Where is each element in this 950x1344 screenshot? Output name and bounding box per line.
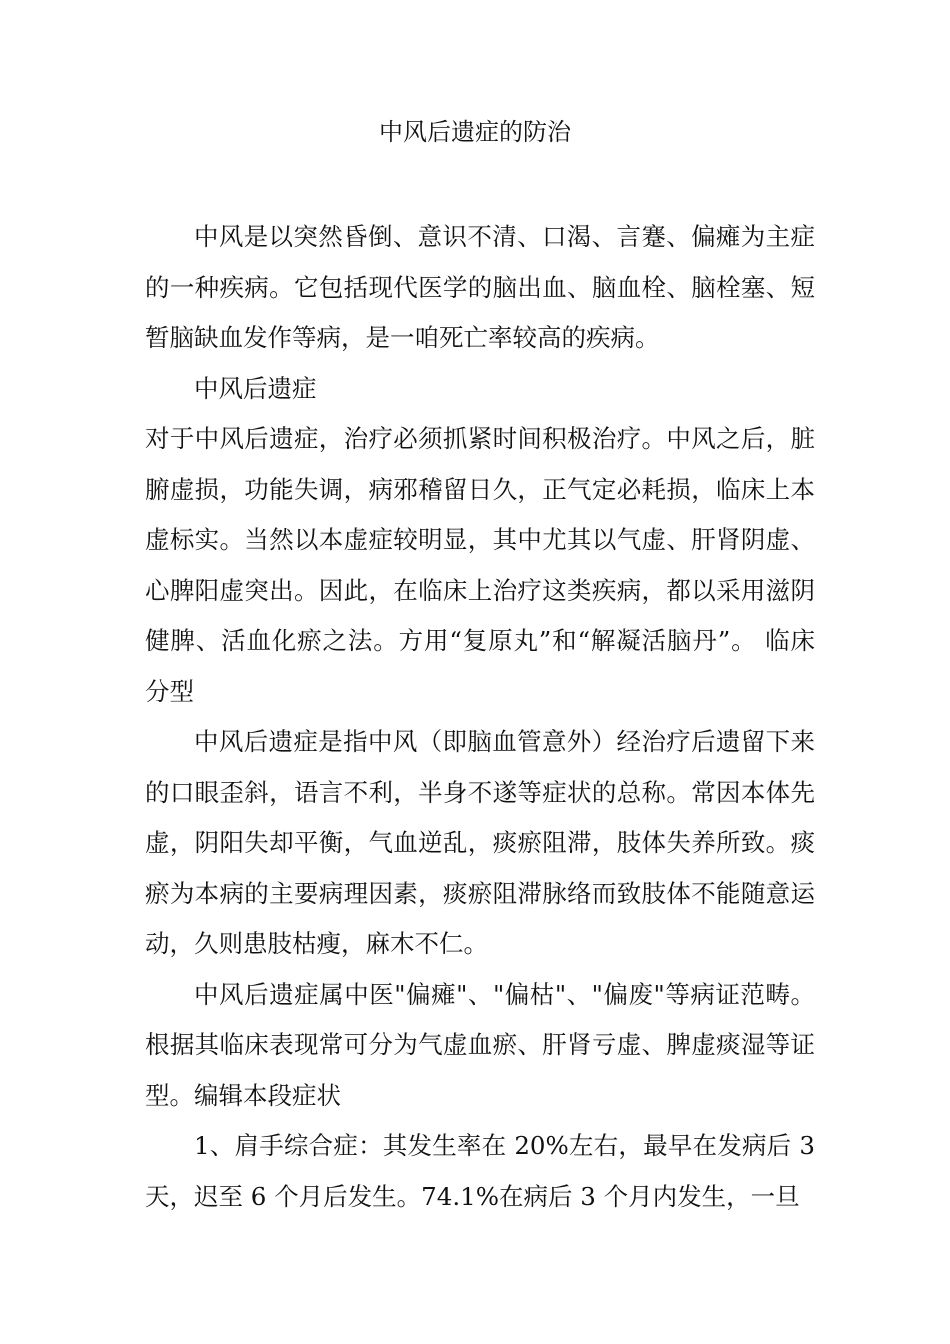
paragraph-classification: 中风后遗症属中医"偏瘫"、"偏枯"、"偏废"等病证范畴。根据其临床表现常可分为气虚血瘀、肝肾亏虚、脾虚痰湿等证型。编辑本段症状 — [145, 979, 815, 1110]
section-heading-sequelae: 中风后遗症 — [194, 373, 317, 403]
paragraph-symptom-1: 1、肩手综合症：其发生率在 20%左右，最早在发病后 3 天，迟至 6 个月后发生。74.1%在病后 3 个月内发生，一旦 — [145, 1131, 815, 1211]
paragraph-treatment: 对于中风后遗症，治疗必须抓紧时间积极治疗。中风之后，脏腑虚损，功能失调，病邪稽留日久，正气定必耗损，临床上本虚标实。当然以本虚症较明显，其中尤其以气虚、肝肾阴虚、心脾阳虚突出。因此，在临床上治疗这类疾病，都以采用滋阴健脾、活血化瘀之法。方用“复原丸”和“解凝活脑丹”。 临床分型 — [145, 424, 815, 706]
paragraph-intro: 中风是以突然昏倒、意识不清、口渴、言蹇、偏瘫为主症的一种疾病。它包括现代医学的脑出血、脑血栓、脑栓塞、短暂脑缺血发作等病，是一咱死亡率较高的疾病。 — [145, 222, 815, 352]
document-title: 中风后遗症的防治 — [379, 118, 571, 146]
paragraph-definition: 中风后遗症是指中风（即脑血管意外）经治疗后遗留下来的口眼歪斜，语言不利，半身不遂等症状的总称。常因本体先虚，阴阳失却平衡，气血逆乱，痰瘀阻滞，肢体失养所致。痰瘀为本病的主要病理因素，痰瘀阻滞脉络而致肢体不能随意运动，久则患肢枯瘦，麻木不仁。 — [145, 727, 815, 958]
document-body — [145, 212, 815, 1222]
